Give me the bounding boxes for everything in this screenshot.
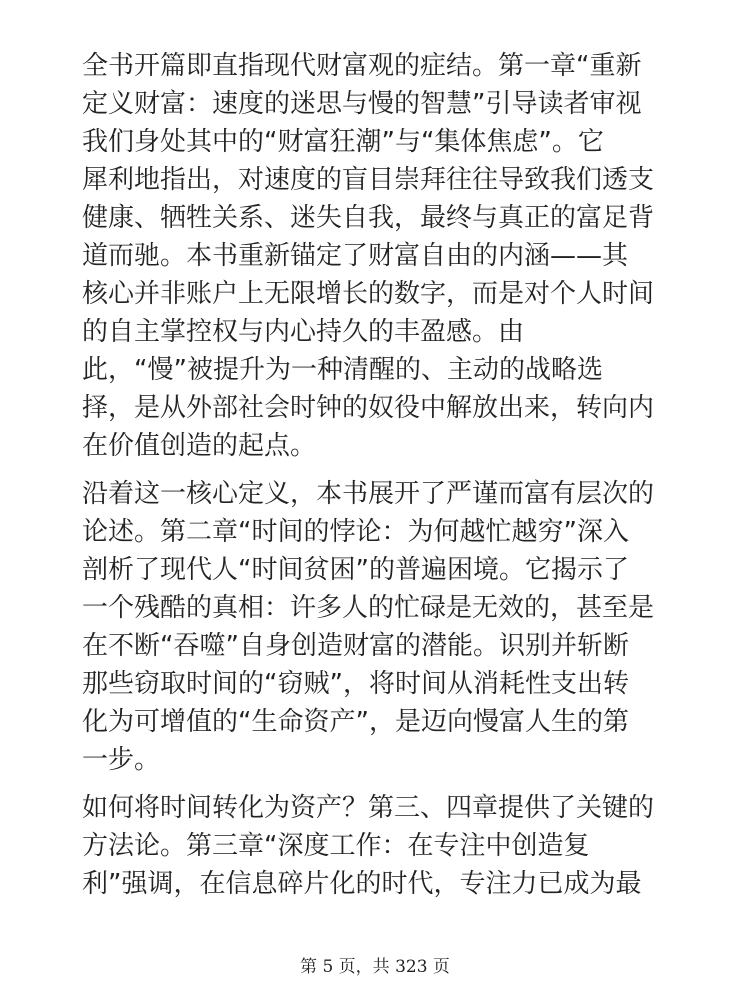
text-line: 剖析了现代人“时间贫困”的普遍困境。它揭示了 bbox=[82, 555, 629, 585]
text-line: 全书开篇即直指现代财富观的症结。第一章“重新 bbox=[82, 51, 642, 81]
text-line: 定义财富：速度的迷思与慢的智慧”引导读者审视 bbox=[82, 89, 642, 119]
text-line: 犀利地指出，对速度的盲目崇拜往往导致我们透支 bbox=[82, 165, 655, 195]
text-line: 核心并非账户上无限增长的数字，而是对个人时间 bbox=[82, 279, 655, 309]
text-line: 在价值创造的起点。 bbox=[82, 431, 317, 461]
text-line: 择，是从外部社会时钟的奴役中解放出来，转向内 bbox=[82, 393, 655, 423]
text-line: 此，“慢”被提升为一种清醒的、主动的战略选 bbox=[82, 355, 603, 385]
text-line: 一个残酷的真相：许多人的忙碌是无效的，甚至是 bbox=[82, 593, 655, 623]
text-line: 我们身处其中的“财富狂潮”与“集体焦虑”。它 bbox=[82, 127, 604, 157]
text-line: 论述。第二章“时间的悖论：为何越忙越穷”深入 bbox=[82, 517, 629, 547]
paragraph-3 bbox=[82, 789, 678, 903]
paragraph-2 bbox=[82, 475, 678, 779]
text-line: 健康、牺牲关系、迷失自我，最终与真正的富足背 bbox=[82, 203, 655, 233]
text-line: 化为可增值的“生命资产”，是迈向慢富人生的第 bbox=[82, 707, 629, 737]
page-number-footer: 第 5 页，共 323 页 bbox=[300, 957, 450, 977]
text-line: 利”强调，在信息碎片化的时代，专注力已成为最 bbox=[82, 869, 642, 899]
text-line: 的自主掌控权与内心持久的丰盈感。由 bbox=[82, 317, 525, 347]
paragraph-1 bbox=[82, 47, 678, 465]
text-line: 道而驰。本书重新锚定了财富自由的内涵——其 bbox=[82, 241, 629, 271]
text-line: 方法论。第三章“深度工作：在专注中创造复 bbox=[82, 831, 590, 861]
text-line: 如何将时间转化为资产？第三、四章提供了关键的 bbox=[82, 793, 655, 823]
text-line: 一步。 bbox=[82, 745, 161, 775]
text-line: 在不断“吞噬”自身创造财富的潜能。识别并斩断 bbox=[82, 631, 629, 661]
body-text bbox=[82, 47, 678, 913]
text-line: 沿着这一核心定义，本书展开了严谨而富有层次的 bbox=[82, 479, 655, 509]
text-line: 那些窃取时间的“窃贼”，将时间从消耗性支出转 bbox=[82, 669, 629, 699]
